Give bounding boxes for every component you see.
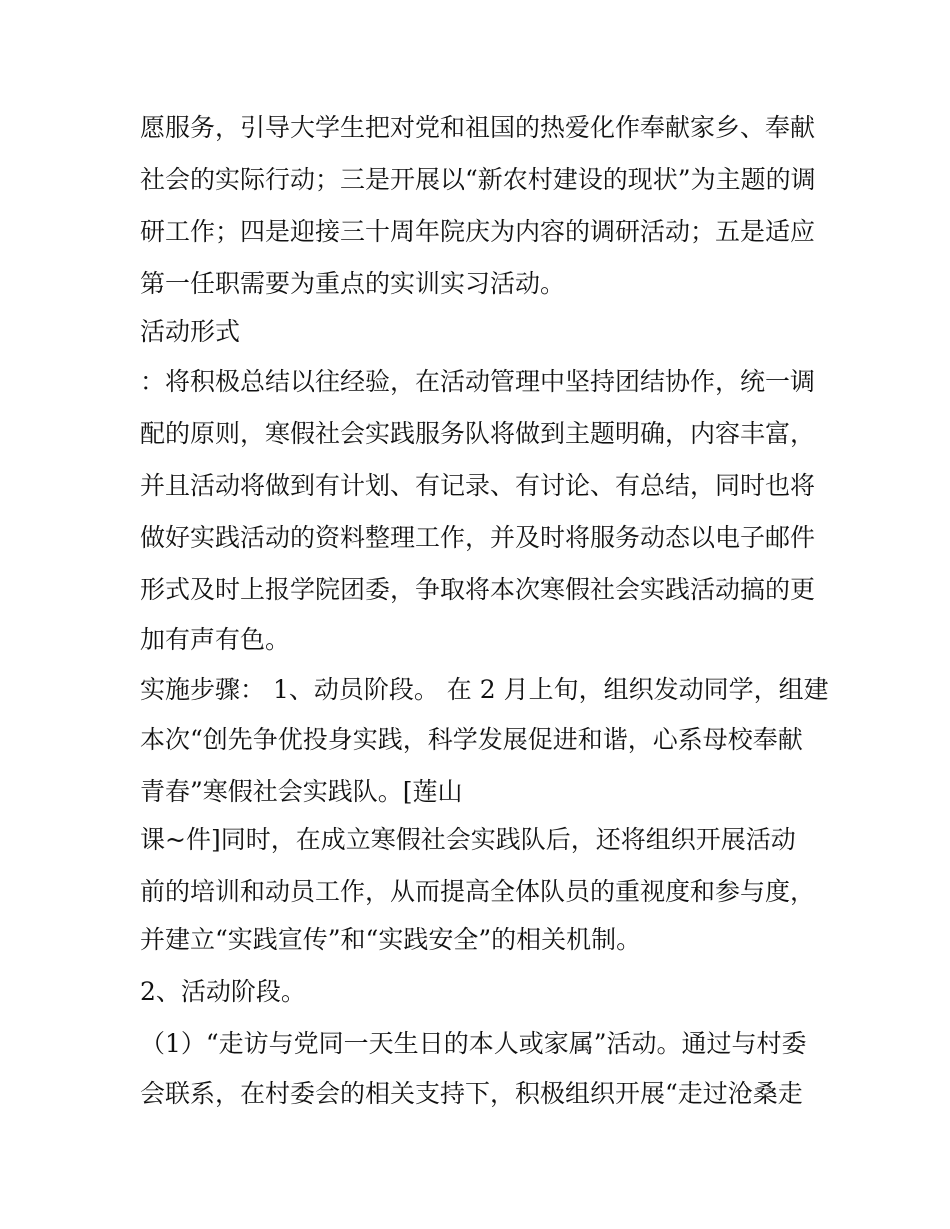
text-line: 研工作；四是迎接三十周年院庆为内容的调研活动；五是适应 xyxy=(140,217,816,246)
text-line: 实施步骤： 1、动员阶段。 在 2 月上旬，组织发动同学，组建 xyxy=(140,675,829,704)
text-line: 社会的实际行动；三是开展以“新农村建设的现状”为主题的调 xyxy=(140,165,816,194)
text-line: 青春”寒假社会实践队。[莲山 xyxy=(140,777,463,806)
section-heading: 2、活动阶段。 xyxy=(140,977,306,1006)
section-heading: 活动形式 xyxy=(140,317,241,346)
text-line: 配的原则，寒假社会实践服务队将做到主题明确，内容丰富， xyxy=(140,419,816,448)
text-line: ：将积极总结以往经验，在活动管理中坚持团结协作，统一调 xyxy=(140,367,816,396)
text-line: 并建立“实践宣传”和“实践安全”的相关机制。 xyxy=(140,925,642,954)
text-line: 愿服务，引导大学生把对党和祖国的热爱化作奉献家乡、奉献 xyxy=(140,113,816,142)
text-line: 前的培训和动员工作，从而提高全体队员的重视度和参与度， xyxy=(140,877,816,906)
text-line: 第一任职需要为重点的实训实习活动。 xyxy=(140,269,566,298)
text-line: 做好实践活动的资料整理工作，并及时将服务动态以电子邮件 xyxy=(140,523,816,552)
text-line: 形式及时上报学院团委，争取将本次寒假社会实践活动搞的更 xyxy=(140,575,816,604)
text-line: 本次“创先争优投身实践，科学发展促进和谐，心系母校奉献 xyxy=(140,725,803,754)
text-line: 会联系，在村委会的相关支持下，积极组织开展“走过沧桑走 xyxy=(140,1079,803,1108)
text-line: （1）“走访与党同一天生日的本人或家属”活动。通过与村委 xyxy=(140,1029,807,1058)
text-line: 课~件]同时，在成立寒假社会实践队后，还将组织开展活动 xyxy=(140,825,796,854)
text-line: 并且活动将做到有计划、有记录、有讨论、有总结，同时也将 xyxy=(140,471,816,500)
text-line: 加有声有色。 xyxy=(140,625,291,654)
